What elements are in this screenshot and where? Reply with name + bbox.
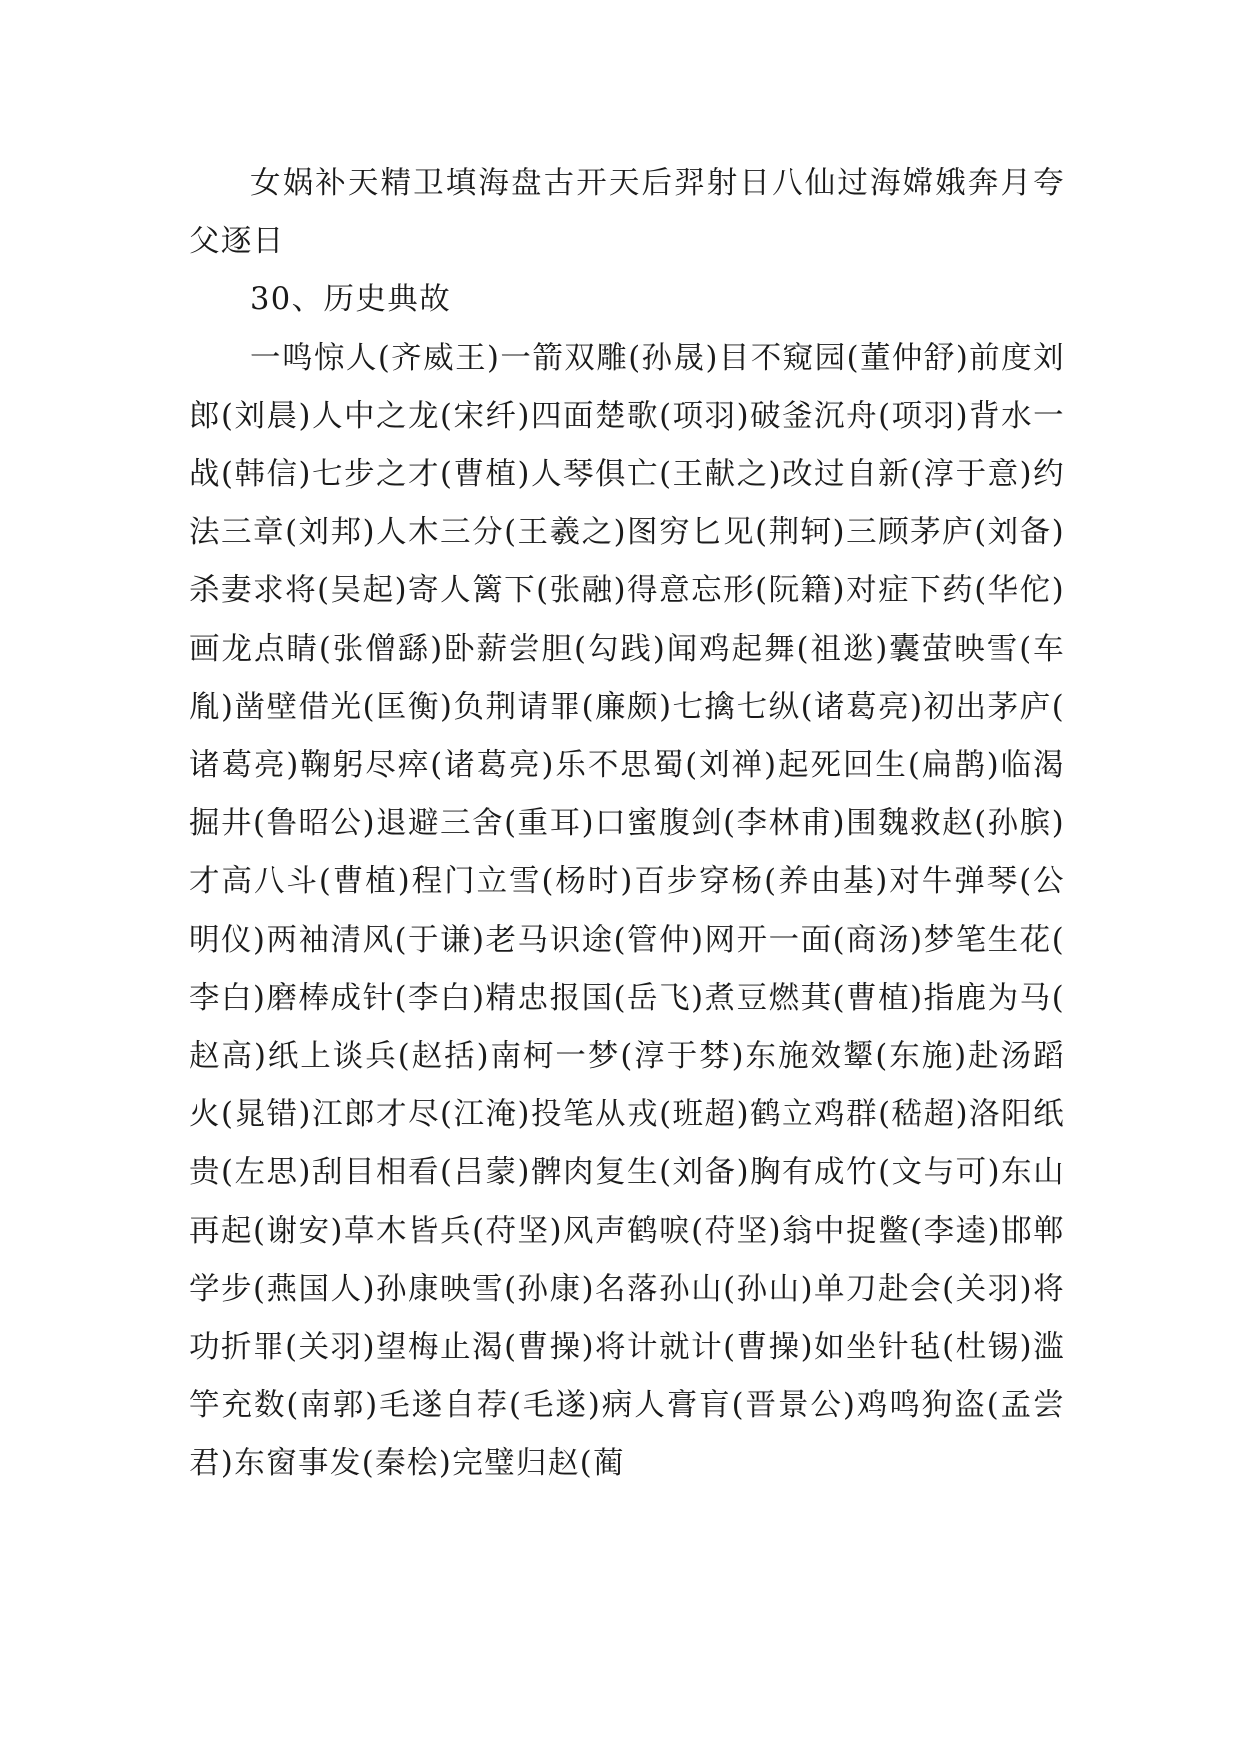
paragraph-myths: 女娲补天精卫填海盘古开天后羿射日八仙过海嫦娥奔月夸父逐日 xyxy=(189,166,1065,260)
section-heading: 30、历史典故 xyxy=(250,282,452,318)
paragraph-idioms: 一鸣惊人(齐威王)一箭双雕(孙晟)目不窥园(董仲舒)前度刘郎(刘晨)人中之龙(宋纤)四面楚歌(项羽)破釜沉舟(项羽)背水一战(韩信)七步之才(曹植)人琴俱亡(王献之)改过自新(淳于意)约法三章(刘邦)人木三分(王羲之)图穷匕见(荆轲)三顾茅庐(刘备)杀妻求将(吴起)寄人篱下(张融)得意忘形(阮籍)对症下药(华佗)画龙点睛(张僧繇)卧薪尝胆(勾践)闻鸡起舞(祖逖)囊萤映雪(车胤)凿壁借光(匡衡)负荆请罪(廉颇)七擒七纵(诸葛亮)初出茅庐(诸葛亮)鞠躬尽瘁(诸葛亮)乐不思蜀(刘禅)起死回生(扁鹊)临渴掘井(鲁昭公)退避三舍(重耳)口蜜腹剑(李林甫)围魏救赵(孙膑)才高八斗(曹植)程门立雪(杨时)百步穿杨(养由基)对牛弹琴(公明仪)两袖清风(于谦)老马识途(管仲)网开一面(商汤)梦笔生花(李白)磨棒成针(李白)精忠报国(岳飞)煮豆燃萁(曹植)指鹿为马(赵高)纸上谈兵(赵括)南柯一梦(淳于棼)东施效颦(东施)赴汤蹈火(晁错)江郎才尽(江淹)投笔从戎(班超)鹤立鸡群(嵇超)洛阳纸贵(左思)刮目相看(吕蒙)髀肉复生(刘备)胸有成竹(文与可)东山再起(谢安)草木皆兵(苻坚)风声鹤唳(苻坚)翁中捉鳖(李逵)邯郸学步(燕国人)孙康映雪(孙康)名落孙山(孙山)单刀赴会(关羽)将功折罪(关羽)望梅止渴(曹操)将计就计(曹操)如坐针毡(杜锡)滥竽充数(南郭)毛遂自荐(毛遂)病人膏肓(晋景公)鸡鸣狗盗(孟尝君)东窗事发(秦桧)完璧归赵(蔺 xyxy=(189,340,1065,1482)
document-body xyxy=(189,155,1065,1494)
